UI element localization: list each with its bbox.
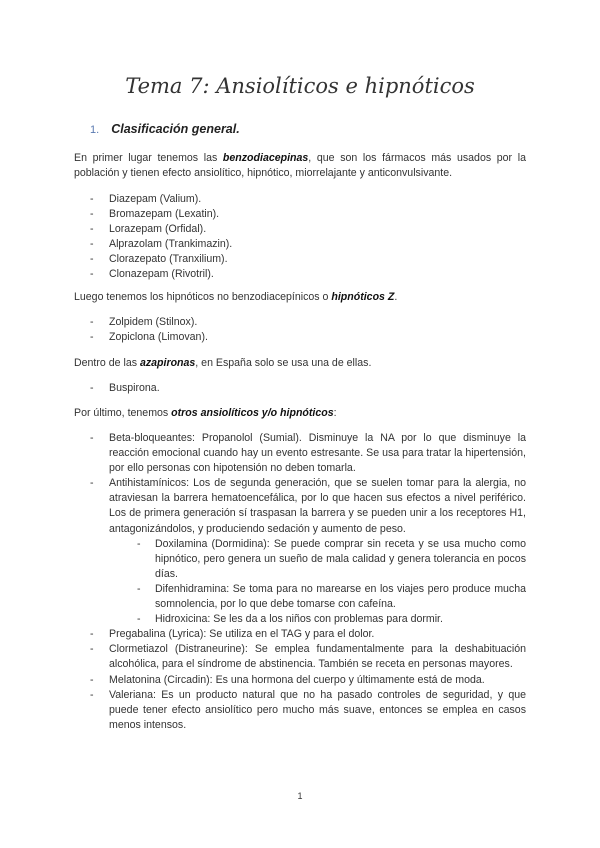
list-item-text: Antihistamínicos: Los de segunda generación, que se suelen tomar para la alergia, no atraviesan la barrera hematoencefálica, por lo que hacen sus efectos a nivel periférico. Los de primera generación sí traspasan la barrera y se pueden unir a los receptores H1, antagonizándolos, y produciendo sedación y aumento de peso.: [109, 477, 526, 535]
paragraph-azapironas: [74, 356, 526, 371]
term-benzodiacepinas: benzodiacepinas: [222, 152, 309, 164]
section-heading: [90, 122, 240, 136]
list-item: - Bromazepam (Lexatin).: [90, 207, 526, 222]
list-item: - Clorazepato (Tranxilium).: [90, 252, 526, 267]
term-otros-ansioliticos: otros ansiolíticos y/o hipnóticos: [171, 407, 334, 419]
list-item-pregabalina: - Pregabalina (Lyrica): Se utiliza en el TAG y para el dolor.: [90, 627, 526, 642]
list-item-antihistaminicos: [90, 476, 526, 627]
list-item-clormetiazol: - Clormetiazol (Distraneurine): Se emplea fundamentalmente para la deshabituación alcohólica, para el síndrome de abstinencia. También se receta en personas mayores.: [90, 642, 526, 672]
term-azapironas: azapironas: [139, 357, 196, 369]
list-otros: [90, 431, 526, 733]
paragraph-text: Por último, tenemos: [74, 407, 172, 419]
list-hipnoticos-z: [90, 315, 526, 345]
document-title: Tema 7: Ansiolíticos e hipnóticos: [125, 74, 475, 98]
list-item-beta-bloqueantes: - Beta-bloqueantes: Propanolol (Sumial). Disminuye la NA por lo que disminuye la reacción emocional cuando hay un evento estresante. Se usa para tratar la hipertensión, por ello personas con hipotensión no deben tomarla.: [90, 431, 526, 476]
section-title: Clasificación general.: [111, 122, 240, 136]
list-item: - Diazepam (Valium).: [90, 192, 526, 207]
list-azapironas: [90, 381, 526, 396]
paragraph-text: Dentro de las: [74, 357, 140, 369]
list-item-melatonina: - Melatonina (Circadin): Es una hormona del cuerpo y últimamente está de moda.: [90, 673, 526, 688]
list-item-valeriana: - Valeriana: Es un producto natural que no ha pasado controles de seguridad, y que puede tener efecto ansiolítico pero mucho más suave, entonces se emplea en casos menos intensos.: [90, 688, 526, 733]
list-item: - Lorazepam (Orfidal).: [90, 222, 526, 237]
paragraph-text: .: [394, 291, 398, 303]
list-benzodiacepinas: [90, 192, 526, 283]
paragraph-text: Luego tenemos los hipnóticos no benzodiacepínicos o: [74, 291, 332, 303]
sublist-item: - Difenhidramina: Se toma para no marearse en los viajes pero produce mucha somnolencia, por lo que debe tomarse con cafeína.: [137, 582, 526, 612]
list-item: - Buspirona.: [90, 381, 526, 396]
list-item: - Zopiclona (Limovan).: [90, 330, 526, 345]
sublist-antihistaminicos: [109, 537, 526, 628]
list-item: - Clonazepam (Rivotril).: [90, 267, 526, 282]
paragraph-benzodiacepinas: [74, 151, 526, 182]
paragraph-hipnoticos-z: [74, 290, 526, 305]
paragraph-text: En primer lugar tenemos las: [74, 152, 223, 164]
page-number: 1: [297, 791, 303, 801]
list-item: - Alprazolam (Trankimazin).: [90, 237, 526, 252]
section-number: 1.: [90, 124, 100, 136]
sublist-item: - Hidroxicina: Se les da a los niños con problemas para dormir.: [137, 612, 526, 627]
paragraph-otros: [74, 406, 526, 421]
paragraph-text: , en España solo se usa una de ellas.: [195, 357, 372, 369]
paragraph-text: , que son los fármacos más usados por la población y tienen efecto ansiolítico, hipnótico, miorrelajante y anticonvulsivante.: [74, 152, 526, 180]
sublist-item: - Doxilamina (Dormidina): Se puede comprar sin receta y se usa mucho como hipnótico, pero genera un sueño de mala calidad y genera tolerancia en pocos días.: [137, 537, 526, 582]
list-item: - Zolpidem (Stilnox).: [90, 315, 526, 330]
paragraph-text: :: [333, 407, 337, 419]
term-hipnoticos-z: hipnóticos Z: [331, 291, 395, 303]
